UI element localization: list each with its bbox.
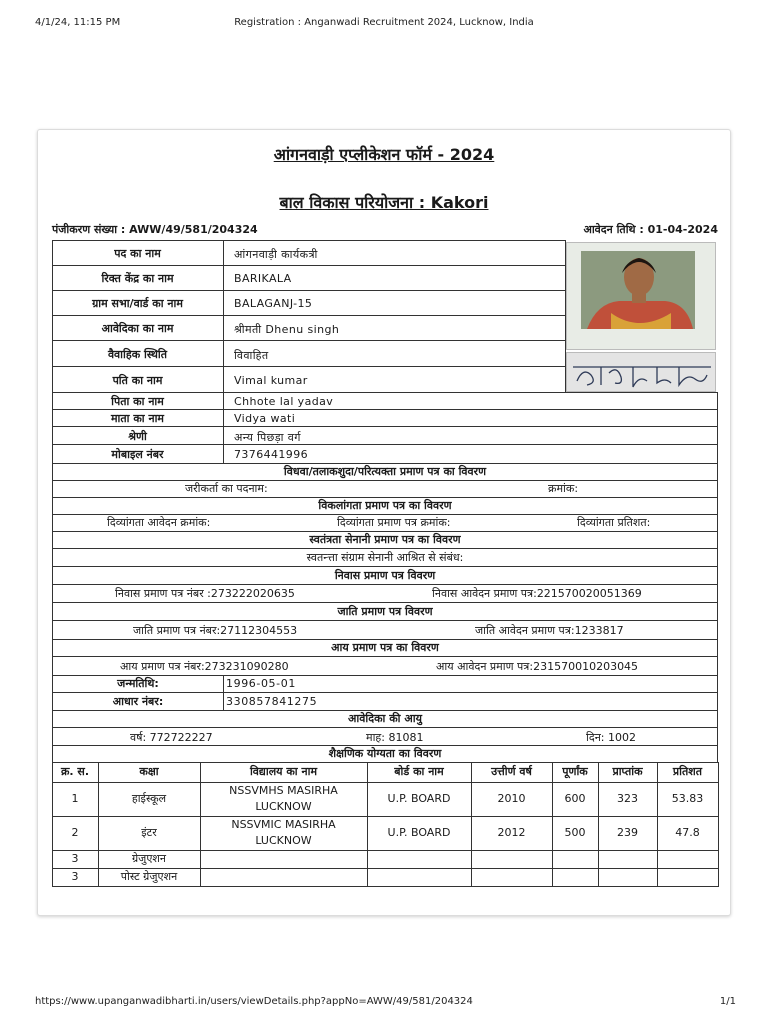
disability-application-label: दिव्यांगता आवेदन क्रमांक: bbox=[107, 516, 211, 529]
caste-certificate-number: जाति प्रमाण पत्र नंबर:27112304553 bbox=[133, 624, 298, 637]
freedom-section-title: स्वतंत्रता सेनानी प्रमाण पत्र का विवरण bbox=[309, 533, 461, 546]
detail-value: BARIKALA bbox=[234, 272, 292, 285]
detail-value: Vidya wati bbox=[234, 412, 296, 425]
residence-certificate-number: निवास प्रमाण पत्र नंबर :273222020635 bbox=[115, 587, 295, 600]
registration-number: पंजीकरण संख्या : AWW/49/581/204324 bbox=[52, 223, 258, 236]
education-cell bbox=[200, 850, 368, 869]
aadhar-label: आधार नंबर: bbox=[112, 695, 164, 708]
education-row-3-col-0: 3 bbox=[71, 870, 79, 883]
dob-value-cell bbox=[223, 675, 718, 693]
education-header-3: बोर्ड का नाम bbox=[394, 765, 444, 778]
caste-section-title: जाति प्रमाण पत्र विवरण bbox=[337, 605, 433, 618]
education-row-0-col-1: हाईस्कूल bbox=[131, 792, 167, 805]
age-years: वर्ष: 772722227 bbox=[130, 731, 213, 744]
print-url: https://www.upanganwadibharti.in/users/viewDetails.php?appNo=AWW/49/581/204324 bbox=[35, 996, 473, 1007]
widow-issuer-label: जरीकर्ता का पदनाम: bbox=[185, 482, 268, 495]
detail-value: 7376441996 bbox=[234, 448, 308, 461]
education-header-2: विद्यालय का नाम bbox=[249, 765, 318, 778]
form-title: आंगनवाड़ी एप्लीकेशन फॉर्म - 2024 bbox=[273, 145, 495, 164]
project-title: बाल विकास परियोजना : Kakori bbox=[279, 193, 489, 212]
detail-value-cell bbox=[223, 409, 718, 427]
education-row-1-col-5: 500 bbox=[564, 826, 586, 839]
dob-value: 1996-05-01 bbox=[226, 677, 296, 690]
education-row-0-col-4: 2010 bbox=[497, 792, 526, 805]
print-datetime: 4/1/24, 11:15 PM bbox=[35, 17, 121, 28]
dob-label: जन्मतिथि: bbox=[117, 677, 159, 690]
detail-label: पिता का नाम bbox=[111, 395, 164, 408]
detail-value: आंगनवाड़ी कार्यकत्री bbox=[234, 248, 318, 261]
age-section-title: आवेदिका की आयु bbox=[348, 712, 422, 725]
detail-value: Chhote lal yadav bbox=[234, 395, 334, 408]
education-header-4: उत्तीर्ण वर्ष bbox=[491, 765, 532, 778]
detail-label: पद का नाम bbox=[114, 247, 161, 260]
detail-value: विवाहित bbox=[234, 349, 269, 362]
residence-section-title: निवास प्रमाण पत्र विवरण bbox=[334, 569, 436, 582]
aadhar-value: 330857841275 bbox=[226, 695, 318, 708]
education-row-2-col-0: 3 bbox=[71, 852, 79, 865]
income-section-title: आय प्रमाण पत्र का विवरण bbox=[331, 641, 439, 654]
widow-section-title: विधवा/तलाकशुदा/परित्यक्ता प्रमाण पत्र का विवरण bbox=[283, 465, 487, 478]
education-cell bbox=[471, 868, 553, 887]
disability-section-title: विकलांगता प्रमाण पत्र का विवरण bbox=[318, 499, 452, 512]
education-header-1: कक्षा bbox=[139, 765, 159, 778]
education-cell bbox=[471, 850, 553, 869]
detail-label: मोबाइल नंबर bbox=[111, 448, 164, 461]
education-cell bbox=[598, 850, 658, 869]
detail-label: श्रेणी bbox=[128, 430, 147, 443]
education-cell bbox=[200, 868, 368, 887]
education-row-1-col-4: 2012 bbox=[497, 826, 526, 839]
education-row-3-col-1: पोस्ट ग्रेजुएशन bbox=[120, 870, 178, 883]
age-months: माह: 81081 bbox=[366, 731, 424, 744]
education-row-0-col-6: 323 bbox=[617, 792, 638, 805]
print-page-title: Registration : Anganwadi Recruitment 2024, Lucknow, India bbox=[234, 17, 534, 28]
detail-value: BALAGANJ-15 bbox=[234, 297, 313, 310]
applicant-signature bbox=[566, 352, 716, 392]
education-cell bbox=[552, 850, 599, 869]
education-row-0-col-5: 600 bbox=[564, 792, 586, 805]
education-row-1-col-3: U.P. BOARD bbox=[387, 826, 451, 839]
detail-label: आवेदिका का नाम bbox=[101, 322, 174, 335]
education-row-1-col-6: 239 bbox=[617, 826, 638, 839]
education-row-2-col-1: ग्रेजुएशन bbox=[131, 852, 167, 865]
signature-image bbox=[567, 353, 716, 392]
freedom-relation-label: स्वतन्त्ता संग्राम सेनानी आश्रित से संबंध: bbox=[306, 551, 464, 564]
disability-percent-label: दिव्यांगता प्रतिशत: bbox=[577, 516, 651, 529]
residence-application-number: निवास आवेदन प्रमाण पत्र:221570020051369 bbox=[432, 587, 642, 600]
education-row-0-col-2: NSSVMHS MASIRHA LUCKNOW bbox=[229, 784, 338, 813]
caste-application-number: जाति आवेदन प्रमाण पत्र:1233817 bbox=[475, 624, 624, 637]
detail-value-cell bbox=[223, 340, 566, 367]
income-certificate-number: आय प्रमाण पत्र नंबर:273231090280 bbox=[120, 660, 289, 673]
education-cell bbox=[598, 868, 658, 887]
widow-serial-label: क्रमांक: bbox=[548, 482, 579, 495]
detail-label: पति का नाम bbox=[112, 374, 163, 387]
education-cell bbox=[367, 850, 472, 869]
education-row-0-col-0: 1 bbox=[71, 792, 79, 805]
detail-label: रिक्त केंद्र का नाम bbox=[101, 272, 174, 285]
detail-value: अन्य पिछड़ा वर्ग bbox=[234, 431, 301, 444]
education-header-0: क्र. स. bbox=[60, 765, 90, 778]
education-header-6: प्राप्तांक bbox=[612, 765, 643, 778]
print-page-number: 1/1 bbox=[719, 996, 736, 1007]
applicant-photo bbox=[566, 242, 716, 350]
detail-value: Vimal kumar bbox=[234, 374, 308, 387]
detail-label: माता का नाम bbox=[110, 412, 165, 425]
disability-certificate-label: दिव्यांगता प्रमाण पत्र क्रमांक: bbox=[337, 516, 451, 529]
education-section-title: शैक्षणिक योग्यता का विवरण bbox=[328, 747, 442, 760]
education-row-0-col-3: U.P. BOARD bbox=[387, 792, 451, 805]
education-header-5: पूर्णांक bbox=[562, 765, 588, 778]
education-row-0-col-7: 53.83 bbox=[671, 792, 704, 805]
applicant-photo-image bbox=[567, 243, 716, 350]
widow-details-row bbox=[52, 480, 718, 498]
education-cell bbox=[657, 850, 719, 869]
education-header-7: प्रतिशत bbox=[672, 765, 703, 778]
application-date: आवेदन तिथि : 01-04-2024 bbox=[583, 223, 718, 236]
income-application-number: आय आवेदन प्रमाण पत्र:231570010203045 bbox=[436, 660, 639, 673]
education-cell bbox=[657, 868, 719, 887]
education-row-1-col-7: 47.8 bbox=[675, 826, 700, 839]
age-days: दिन: 1002 bbox=[586, 731, 636, 744]
education-cell bbox=[367, 868, 472, 887]
education-row-1-col-0: 2 bbox=[71, 826, 79, 839]
education-cell bbox=[552, 868, 599, 887]
education-row-1-col-1: इंटर bbox=[141, 826, 157, 839]
detail-label: वैवाहिक स्थिति bbox=[107, 348, 168, 361]
education-row-1-col-2: NSSVMIC MASIRHA LUCKNOW bbox=[231, 818, 336, 847]
detail-value: श्रीमती Dhenu singh bbox=[234, 323, 340, 336]
detail-label: ग्राम सभा/वार्ड का नाम bbox=[92, 297, 183, 310]
